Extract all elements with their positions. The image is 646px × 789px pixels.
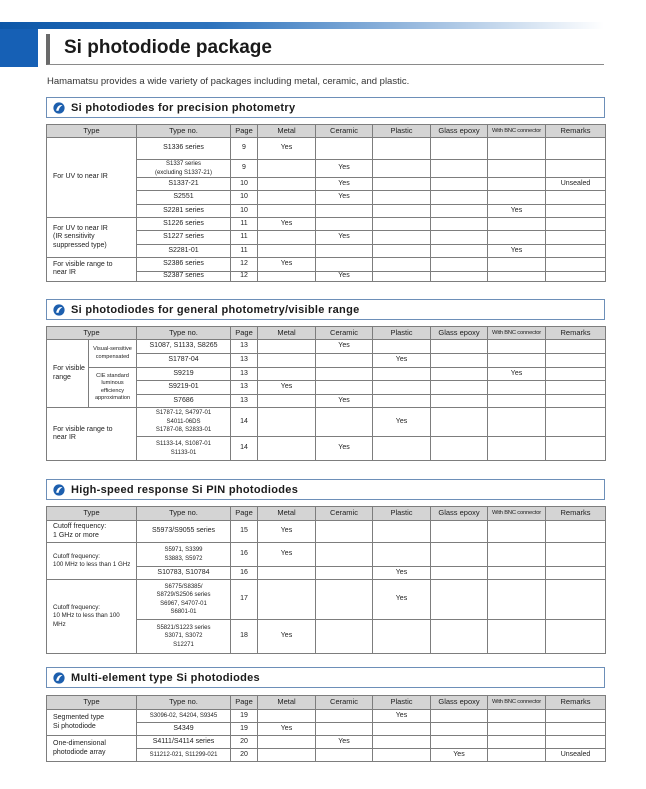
metal-cell: [258, 736, 316, 749]
glass-epoxy-cell: [431, 160, 488, 178]
glass-epoxy-cell: [431, 543, 488, 567]
glass-epoxy-cell: [431, 567, 488, 580]
page-title: Si photodiode package: [46, 34, 604, 65]
ceramic-cell: Yes: [316, 340, 373, 354]
remarks-cell: [546, 231, 606, 245]
page-cell: 13: [231, 368, 258, 381]
bnc-cell: [488, 138, 546, 160]
table-general-photometry: [46, 326, 606, 461]
column-header: Plastic: [373, 125, 431, 138]
remarks-cell: [546, 381, 606, 395]
bnc-cell: [488, 710, 546, 723]
ceramic-cell: [316, 368, 373, 381]
plastic-cell: [373, 138, 431, 160]
column-header: With BNC connector: [488, 125, 546, 138]
plastic-cell: [373, 231, 431, 245]
glass-epoxy-cell: [431, 395, 488, 408]
glass-epoxy-cell: [431, 231, 488, 245]
plastic-cell: [373, 191, 431, 205]
page-cell: 12: [231, 258, 258, 272]
metal-cell: Yes: [258, 258, 316, 272]
bnc-cell: [488, 736, 546, 749]
table-row: [47, 736, 606, 749]
type-no-cell: S5821/S1223 series S3071, S3072 S12271: [137, 620, 231, 654]
header-row: [47, 507, 606, 521]
metal-cell: [258, 749, 316, 762]
bnc-cell: [488, 191, 546, 205]
page-cell: 14: [231, 437, 258, 461]
page-cell: 13: [231, 395, 258, 408]
page-cell: 11: [231, 218, 258, 231]
remarks-cell: Unsealed: [546, 749, 606, 762]
type-cell: For visible range to near IR: [47, 408, 137, 461]
column-header: Ceramic: [316, 507, 373, 521]
column-header: Remarks: [546, 327, 606, 340]
bullet-swirl-icon: [53, 484, 65, 496]
plastic-cell: [373, 749, 431, 762]
bnc-cell: [488, 620, 546, 654]
bnc-cell: [488, 160, 546, 178]
bnc-cell: [488, 381, 546, 395]
table-row: [47, 710, 606, 723]
metal-cell: [258, 395, 316, 408]
header-row: [47, 696, 606, 710]
page-cell: 9: [231, 138, 258, 160]
bnc-cell: [488, 231, 546, 245]
page-cell: 19: [231, 723, 258, 736]
remarks-cell: [546, 408, 606, 437]
type-cell: For visible range: [47, 340, 89, 408]
metal-cell: [258, 408, 316, 437]
table-high-speed-pin: [46, 506, 606, 654]
ceramic-cell: Yes: [316, 736, 373, 749]
metal-cell: [258, 178, 316, 191]
column-header: Page: [231, 125, 258, 138]
column-header: With BNC connector: [488, 696, 546, 710]
glass-epoxy-cell: [431, 258, 488, 272]
metal-cell: [258, 710, 316, 723]
table-row: [47, 258, 606, 272]
header-accent-block: [0, 29, 38, 67]
bnc-cell: [488, 543, 546, 567]
type-no-cell: S9219: [137, 368, 231, 381]
metal-cell: [258, 205, 316, 218]
type-cell: Cutoff frequency: 10 MHz to less than 100 MHz: [47, 580, 137, 654]
type-cell: For visible range to near IR: [47, 258, 137, 282]
bnc-cell: [488, 408, 546, 437]
remarks-cell: [546, 620, 606, 654]
page-cell: 10: [231, 191, 258, 205]
bnc-cell: [488, 178, 546, 191]
type-no-cell: S2281-01: [137, 245, 231, 258]
table-row: [47, 368, 606, 381]
column-header: Type no.: [137, 125, 231, 138]
remarks-cell: [546, 205, 606, 218]
remarks-cell: [546, 160, 606, 178]
metal-cell: Yes: [258, 620, 316, 654]
metal-cell: [258, 437, 316, 461]
ceramic-cell: Yes: [316, 191, 373, 205]
column-header: Type: [47, 327, 137, 340]
metal-cell: Yes: [258, 521, 316, 543]
bnc-cell: [488, 354, 546, 368]
remarks-cell: [546, 736, 606, 749]
section-header-general: [46, 299, 605, 320]
remarks-cell: Unsealed: [546, 178, 606, 191]
table-precision-photometry: [46, 124, 606, 282]
bnc-cell: Yes: [488, 368, 546, 381]
section-title: High-speed response Si PIN photodiodes: [71, 483, 299, 496]
subtype-cell: CIE standard luminous efficiency approximation: [89, 368, 137, 408]
bullet-swirl-icon: [53, 304, 65, 316]
plastic-cell: Yes: [373, 567, 431, 580]
type-no-cell: S11212-021, S11299-021: [137, 749, 231, 762]
type-no-cell: S1337 series (excluding S1337-21): [137, 160, 231, 178]
remarks-cell: [546, 354, 606, 368]
type-no-cell: S1133-14, S1087-01 S1133-01: [137, 437, 231, 461]
table-row: [47, 218, 606, 231]
column-header: With BNC connector: [488, 507, 546, 521]
remarks-cell: [546, 138, 606, 160]
column-header: Page: [231, 696, 258, 710]
glass-epoxy-cell: [431, 272, 488, 282]
bnc-cell: Yes: [488, 245, 546, 258]
column-header: Type: [47, 696, 137, 710]
type-no-cell: S1787-04: [137, 354, 231, 368]
plastic-cell: Yes: [373, 408, 431, 437]
ceramic-cell: [316, 218, 373, 231]
section-header-precision: [46, 97, 605, 118]
glass-epoxy-cell: [431, 723, 488, 736]
type-no-cell: S2386 series: [137, 258, 231, 272]
type-no-cell: S3096-02, S4204, S9345: [137, 710, 231, 723]
plastic-cell: [373, 258, 431, 272]
remarks-cell: [546, 395, 606, 408]
header-accent-bar: [0, 22, 604, 29]
metal-cell: [258, 191, 316, 205]
page-cell: 13: [231, 354, 258, 368]
ceramic-cell: Yes: [316, 178, 373, 191]
page-cell: 9: [231, 160, 258, 178]
table-row: [47, 543, 606, 567]
page-cell: 13: [231, 381, 258, 395]
ceramic-cell: [316, 408, 373, 437]
bnc-cell: [488, 395, 546, 408]
ceramic-cell: Yes: [316, 231, 373, 245]
type-no-cell: S1226 series: [137, 218, 231, 231]
glass-epoxy-cell: [431, 138, 488, 160]
column-header: Plastic: [373, 327, 431, 340]
remarks-cell: [546, 567, 606, 580]
ceramic-cell: [316, 381, 373, 395]
ceramic-cell: [316, 258, 373, 272]
metal-cell: Yes: [258, 381, 316, 395]
header-row: [47, 327, 606, 340]
page-cell: 12: [231, 272, 258, 282]
column-header: Type: [47, 125, 137, 138]
bullet-swirl-icon: [53, 102, 65, 114]
remarks-cell: [546, 521, 606, 543]
type-no-cell: S10783, S10784: [137, 567, 231, 580]
column-header: Remarks: [546, 125, 606, 138]
remarks-cell: [546, 245, 606, 258]
type-no-cell: S5971, S3399 S3883, S5972: [137, 543, 231, 567]
glass-epoxy-cell: [431, 736, 488, 749]
plastic-cell: [373, 272, 431, 282]
page-cell: 11: [231, 231, 258, 245]
metal-cell: [258, 245, 316, 258]
remarks-cell: [546, 437, 606, 461]
ceramic-cell: [316, 138, 373, 160]
page-cell: 20: [231, 736, 258, 749]
column-header: Type no.: [137, 696, 231, 710]
column-header: Glass epoxy: [431, 125, 488, 138]
page-cell: 20: [231, 749, 258, 762]
type-cell: Cutoff frequency: 1 GHz or more: [47, 521, 137, 543]
column-header: Ceramic: [316, 327, 373, 340]
bnc-cell: [488, 521, 546, 543]
remarks-cell: [546, 340, 606, 354]
glass-epoxy-cell: Yes: [431, 749, 488, 762]
bnc-cell: [488, 258, 546, 272]
glass-epoxy-cell: [431, 521, 488, 543]
column-header: Type no.: [137, 507, 231, 521]
table-row: [47, 138, 606, 160]
glass-epoxy-cell: [431, 580, 488, 620]
glass-epoxy-cell: [431, 354, 488, 368]
metal-cell: Yes: [258, 723, 316, 736]
remarks-cell: [546, 723, 606, 736]
ceramic-cell: [316, 354, 373, 368]
section-header-high-speed: [46, 479, 605, 500]
page-cell: 19: [231, 710, 258, 723]
page-cell: 13: [231, 340, 258, 354]
table-multi-element: [46, 695, 606, 762]
plastic-cell: [373, 368, 431, 381]
glass-epoxy-cell: [431, 620, 488, 654]
page-cell: 15: [231, 521, 258, 543]
metal-cell: [258, 354, 316, 368]
type-no-cell: S2387 series: [137, 272, 231, 282]
subtype-cell: Visual-sensitive compensated: [89, 340, 137, 368]
type-no-cell: S2551: [137, 191, 231, 205]
column-header: Ceramic: [316, 696, 373, 710]
column-header: Glass epoxy: [431, 696, 488, 710]
table-row: [47, 340, 606, 354]
metal-cell: [258, 272, 316, 282]
type-no-cell: S5973/S9055 series: [137, 521, 231, 543]
column-header: Metal: [258, 327, 316, 340]
page-cell: 17: [231, 580, 258, 620]
plastic-cell: [373, 205, 431, 218]
type-cell: One-dimensional photodiode array: [47, 736, 137, 762]
plastic-cell: Yes: [373, 580, 431, 620]
metal-cell: [258, 368, 316, 381]
type-cell: Segmented type Si photodiode: [47, 710, 137, 736]
plastic-cell: Yes: [373, 710, 431, 723]
type-no-cell: S4349: [137, 723, 231, 736]
ceramic-cell: [316, 749, 373, 762]
column-header: Plastic: [373, 507, 431, 521]
plastic-cell: [373, 736, 431, 749]
plastic-cell: [373, 178, 431, 191]
remarks-cell: [546, 191, 606, 205]
type-no-cell: S1787-12, S4797-01 S4011-06DS S1787-08, S2833-01: [137, 408, 231, 437]
type-no-cell: S4111/S4114 series: [137, 736, 231, 749]
remarks-cell: [546, 543, 606, 567]
plastic-cell: [373, 340, 431, 354]
ceramic-cell: [316, 245, 373, 258]
bnc-cell: [488, 437, 546, 461]
glass-epoxy-cell: [431, 218, 488, 231]
page-cell: 16: [231, 567, 258, 580]
page-cell: 14: [231, 408, 258, 437]
bnc-cell: [488, 218, 546, 231]
table-row: [47, 408, 606, 437]
column-header: Page: [231, 507, 258, 521]
type-cell: Cutoff frequency: 100 MHz to less than 1 GHz: [47, 543, 137, 580]
ceramic-cell: Yes: [316, 395, 373, 408]
type-no-cell: S2281 series: [137, 205, 231, 218]
glass-epoxy-cell: [431, 245, 488, 258]
metal-cell: Yes: [258, 543, 316, 567]
section-title: Si photodiodes for precision photometry: [71, 101, 296, 114]
remarks-cell: [546, 368, 606, 381]
ceramic-cell: [316, 543, 373, 567]
section-header-multi-element: [46, 667, 605, 688]
table-row: [47, 521, 606, 543]
plastic-cell: [373, 723, 431, 736]
type-no-cell: S1087, S1133, S8265: [137, 340, 231, 354]
bnc-cell: [488, 580, 546, 620]
ceramic-cell: [316, 521, 373, 543]
plastic-cell: [373, 218, 431, 231]
bnc-cell: [488, 272, 546, 282]
column-header: Remarks: [546, 507, 606, 521]
metal-cell: [258, 231, 316, 245]
plastic-cell: [373, 381, 431, 395]
type-no-cell: S9219-01: [137, 381, 231, 395]
glass-epoxy-cell: [431, 340, 488, 354]
glass-epoxy-cell: [431, 408, 488, 437]
plastic-cell: [373, 620, 431, 654]
plastic-cell: [373, 437, 431, 461]
remarks-cell: [546, 272, 606, 282]
type-no-cell: S1336 series: [137, 138, 231, 160]
page-cell: 16: [231, 543, 258, 567]
type-no-cell: S1227 series: [137, 231, 231, 245]
page-cell: 18: [231, 620, 258, 654]
remarks-cell: [546, 218, 606, 231]
column-header: With BNC connector: [488, 327, 546, 340]
bnc-cell: [488, 567, 546, 580]
ceramic-cell: [316, 205, 373, 218]
page-cell: 10: [231, 205, 258, 218]
plastic-cell: [373, 521, 431, 543]
remarks-cell: [546, 258, 606, 272]
column-header: Ceramic: [316, 125, 373, 138]
metal-cell: [258, 567, 316, 580]
header-row: [47, 125, 606, 138]
metal-cell: [258, 340, 316, 354]
column-header: Metal: [258, 507, 316, 521]
bnc-cell: [488, 723, 546, 736]
bnc-cell: [488, 749, 546, 762]
column-header: Metal: [258, 696, 316, 710]
remarks-cell: [546, 710, 606, 723]
plastic-cell: [373, 543, 431, 567]
glass-epoxy-cell: [431, 368, 488, 381]
plastic-cell: [373, 245, 431, 258]
column-header: Type: [47, 507, 137, 521]
column-header: Page: [231, 327, 258, 340]
glass-epoxy-cell: [431, 381, 488, 395]
ceramic-cell: Yes: [316, 160, 373, 178]
section-title: Si photodiodes for general photometry/visible range: [71, 303, 360, 316]
page-cell: 10: [231, 178, 258, 191]
metal-cell: Yes: [258, 138, 316, 160]
type-no-cell: S6775/S8385/ S8729/S2506 series S6967, S4707-01 S6801-01: [137, 580, 231, 620]
ceramic-cell: [316, 723, 373, 736]
glass-epoxy-cell: [431, 191, 488, 205]
column-header: Type no.: [137, 327, 231, 340]
glass-epoxy-cell: [431, 205, 488, 218]
metal-cell: Yes: [258, 218, 316, 231]
intro-text: Hamamatsu provides a wide variety of packages including metal, ceramic, and plastic.: [47, 76, 410, 87]
glass-epoxy-cell: [431, 437, 488, 461]
table-row: [47, 580, 606, 620]
ceramic-cell: [316, 620, 373, 654]
bullet-swirl-icon: [53, 672, 65, 684]
ceramic-cell: Yes: [316, 437, 373, 461]
plastic-cell: [373, 395, 431, 408]
glass-epoxy-cell: [431, 178, 488, 191]
type-cell: For UV to near IR: [47, 138, 137, 218]
remarks-cell: [546, 580, 606, 620]
section-title: Multi-element type Si photodiodes: [71, 671, 260, 684]
type-no-cell: S7686: [137, 395, 231, 408]
type-cell: For UV to near IR (IR sensitivity suppressed type): [47, 218, 137, 258]
glass-epoxy-cell: [431, 710, 488, 723]
plastic-cell: Yes: [373, 354, 431, 368]
plastic-cell: [373, 160, 431, 178]
ceramic-cell: [316, 580, 373, 620]
ceramic-cell: [316, 710, 373, 723]
column-header: Remarks: [546, 696, 606, 710]
bnc-cell: Yes: [488, 205, 546, 218]
column-header: Glass epoxy: [431, 327, 488, 340]
page-cell: 11: [231, 245, 258, 258]
ceramic-cell: Yes: [316, 272, 373, 282]
column-header: Plastic: [373, 696, 431, 710]
metal-cell: [258, 580, 316, 620]
column-header: Metal: [258, 125, 316, 138]
type-no-cell: S1337-21: [137, 178, 231, 191]
metal-cell: [258, 160, 316, 178]
bnc-cell: [488, 340, 546, 354]
column-header: Glass epoxy: [431, 507, 488, 521]
ceramic-cell: [316, 567, 373, 580]
